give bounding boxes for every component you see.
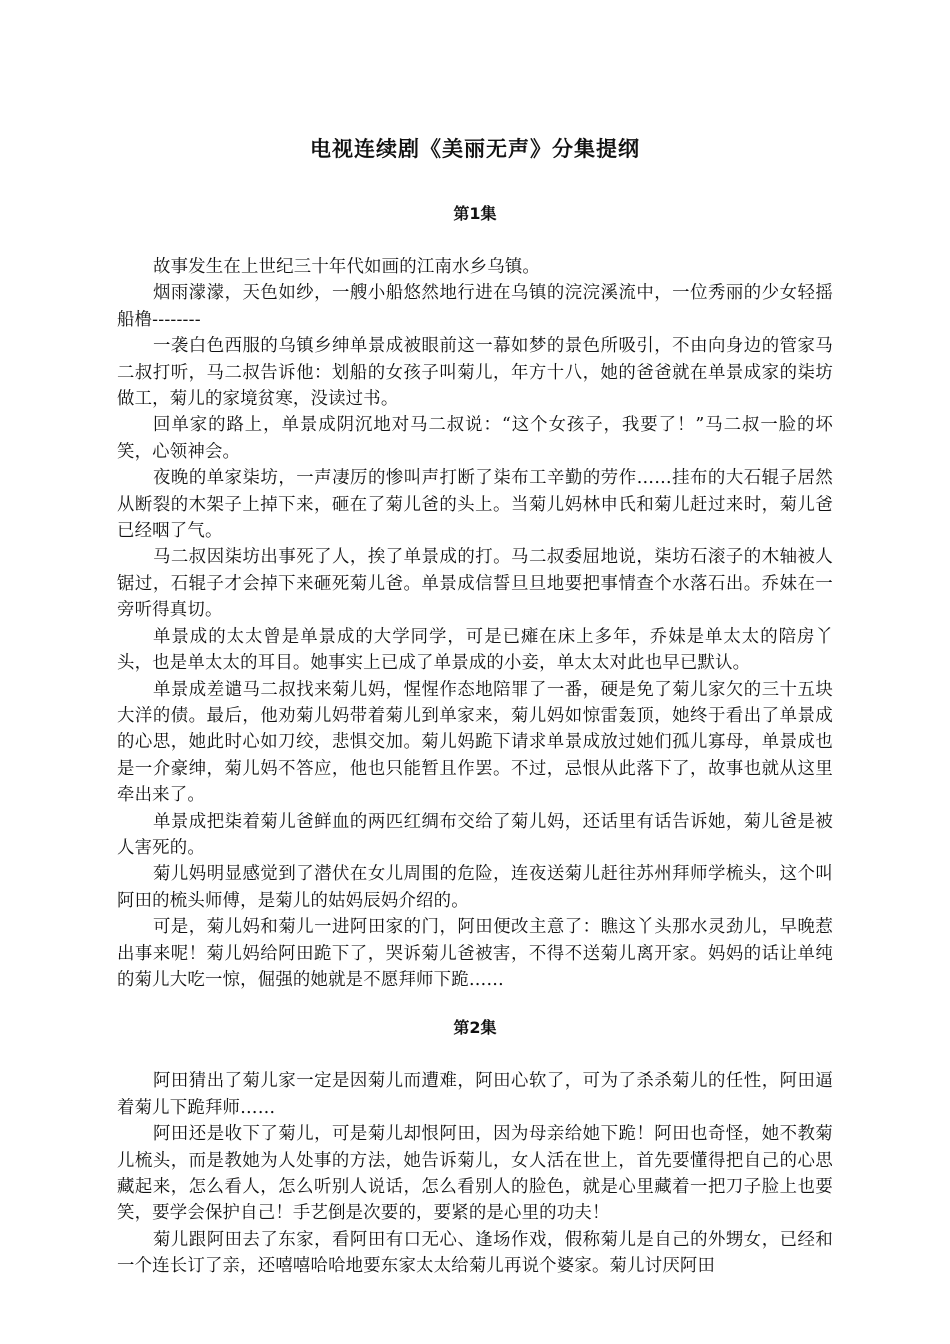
paragraph: 一袭白色西服的乌镇乡绅单景成被眼前这一幕如梦的景色所吸引，不由向身边的管家马二叔打听，马二叔告诉他：划船的女孩子叫菊儿，年方十八，她的爸爸就在单景成家的柒坊做工，菊儿的家境贫寒，没读过书。 <box>117 336 833 410</box>
paragraph: 单景成把柒着菊儿爸鲜血的两匹红绸布交给了菊儿妈，还话里有话告诉她，菊儿爸是被人害死的。 <box>117 811 833 858</box>
paragraph: 夜晚的单家柒坊，一声凄厉的惨叫声打断了柒布工辛勤的劳作……挂布的大石辊子居然从断裂的木架子上掉下来，砸在了菊儿爸的头上。当菊儿妈林申氏和菊儿赶过来时，菊儿爸已经咽了气。 <box>117 468 833 542</box>
paragraph: 单景成差谴马二叔找来菊儿妈，惺惺作态地陪罪了一番，硬是免了菊儿家欠的三十五块大洋的债。最后，他劝菊儿妈带着菊儿到单家来，菊儿妈如惊雷轰顶，她终于看出了单景成的心思，她此时心如刀绞，悲惧交加。菊儿妈跪下请求单景成放过她们孤儿寡母，单景成也是一介豪绅，菊儿妈不答应，他也只能暂且作罢。不过，忌恨从此落下了，故事也就从这里牵出来了。 <box>117 679 833 806</box>
paragraph: 阿田猜出了菊儿家一定是因菊儿而遭难，阿田心软了，可为了杀杀菊儿的任性，阿田逼着菊儿下跪拜师…… <box>117 1071 833 1118</box>
episode-1-section <box>117 202 833 993</box>
episode-heading: 第2集 <box>453 1018 497 1038</box>
episode-heading: 第1集 <box>453 204 497 223</box>
paragraph: 回单家的路上，单景成阴沉地对马二叔说：“这个女孩子，我要了！”马二叔一脸的坏笑，心领神会。 <box>117 415 833 462</box>
paragraph: 阿田还是收下了菊儿，可是菊儿却恨阿田，因为母亲给她下跪！阿田也奇怪，她不教菊儿梳头，而是教她为人处事的方法，她告诉菊儿，女人活在世上，首先要懂得把自己的心思藏起来，怎么看人，怎么听别人说话，怎么看别人的脸色，就是心里藏着一把刀子脸上也要笑，要学会保护自己！手艺倒是次要的，要紧的是心里的功夫！ <box>117 1124 833 1224</box>
paragraph: 马二叔因柒坊出事死了人，挨了单景成的打。马二叔委屈地说，柒坊石滚子的木轴被人锯过，石辊子才会掉下来砸死菊儿爸。单景成信誓旦旦地要把事情查个水落石出。乔妹在一旁听得真切。 <box>117 547 833 621</box>
paragraph: 烟雨濛濛，天色如纱，一艘小船悠然地行进在乌镇的浣浣溪流中，一位秀丽的少女轻摇船橹-------- <box>117 283 833 330</box>
paragraph: 单景成的太太曾是单景成的大学同学，可是已瘫在床上多年，乔妹是单太太的陪房丫头，也是单太太的耳目。她事实上已成了单景成的小妾，单太太对此也早已默认。 <box>117 626 833 674</box>
paragraph: 菊儿妈明显感觉到了潜伏在女儿周围的危险，连夜送菊儿赶往苏州拜师学梳头，这个叫阿田的梳头师傅，是菊儿的姑妈辰妈介绍的。 <box>117 864 833 911</box>
paragraph: 可是，菊儿妈和菊儿一进阿田家的门，阿田便改主意了：瞧这丫头那水灵劲儿，早晚惹出事来呢！菊儿妈给阿田跪下了，哭诉菊儿爸被害，不得不送菊儿离开家。妈妈的话让单纯的菊儿大吃一惊，倔强的她就是不愿拜师下跪…… <box>117 917 833 990</box>
document-page <box>117 134 833 1280</box>
episode-2-section <box>117 1016 833 1279</box>
paragraph: 菊儿跟阿田去了东家，看阿田有口无心、逢场作戏，假称菊儿是自己的外甥女，已经和一个连长订了亲，还嘻嘻哈哈地要东家太太给菊儿再说个婆家。菊儿讨厌阿田 <box>117 1229 833 1277</box>
paragraph: 故事发生在上世纪三十年代如画的江南水乡乌镇。 <box>153 257 540 277</box>
document-title: 电视连续剧《美丽无声》分集提纲 <box>310 137 640 161</box>
